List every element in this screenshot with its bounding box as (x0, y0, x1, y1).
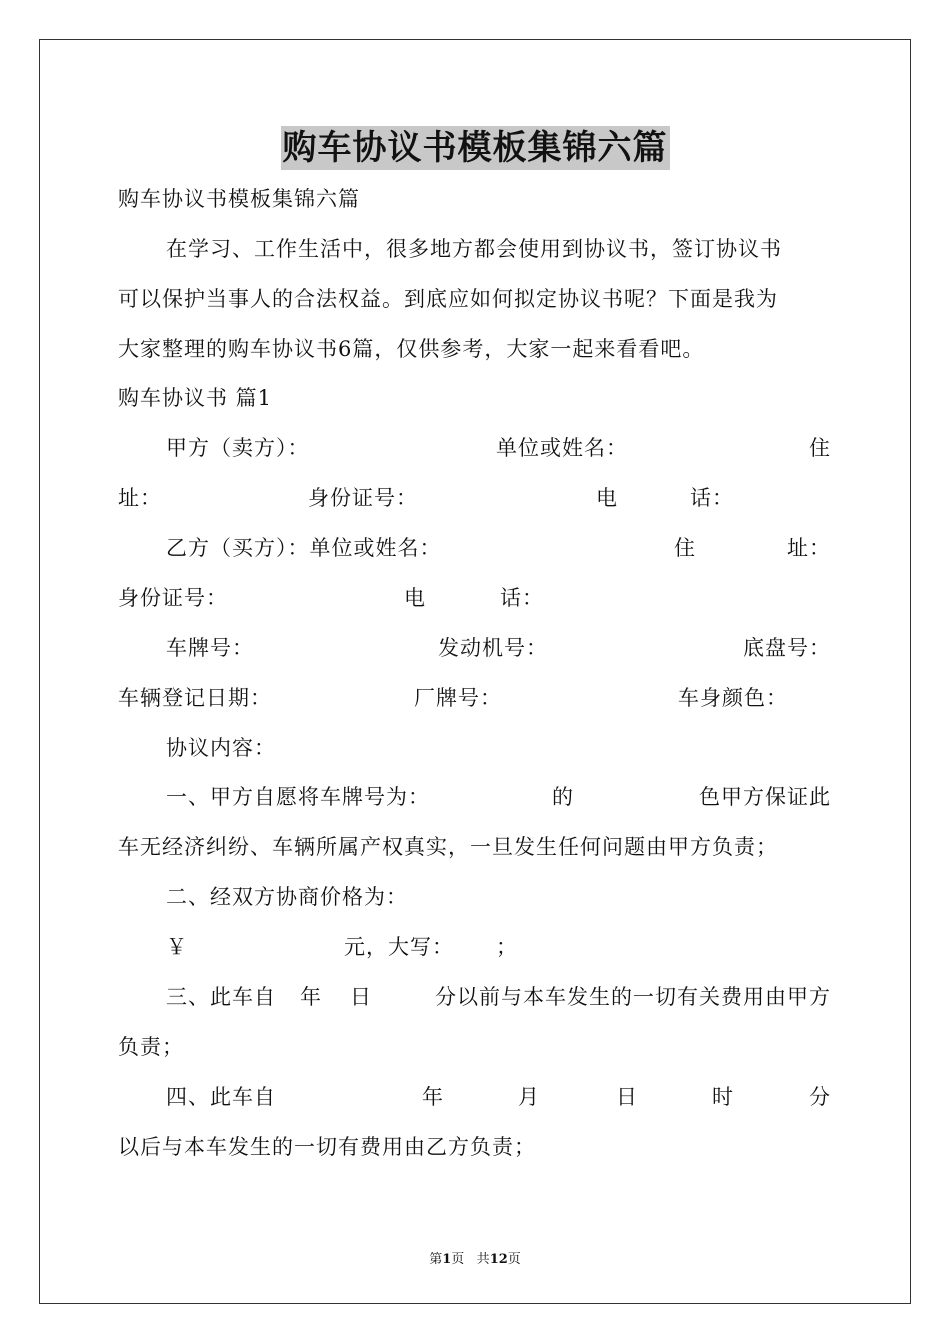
party-a-name-label: 单位或姓名： (496, 436, 628, 460)
party-b-address-a: 住 (674, 536, 696, 560)
party-a-address-start: 住 (809, 436, 831, 460)
vehicle-chassis-label: 底盘号： (743, 636, 831, 660)
page-prefix: 第 (429, 1252, 443, 1267)
party-a-label: 甲方（卖方）： (166, 436, 310, 460)
clause-4-year: 年 (422, 1085, 444, 1109)
vehicle-color-label: 车身颜色： (678, 686, 788, 710)
party-b-id-label: 身份证号： (118, 586, 228, 610)
clause-4-day: 日 (616, 1085, 638, 1109)
total-pages: 12 (489, 1252, 508, 1267)
clause-1-part-a: 一、甲方自愿将车牌号为： (166, 785, 430, 809)
yen-sign: ￥ (166, 935, 188, 959)
document-subtitle: 购车协议书模板集锦六篇 (118, 187, 360, 211)
clause-4-hour: 时 (712, 1085, 734, 1109)
page-number: 1 (442, 1252, 452, 1267)
clause-2-semicolon: ； (496, 935, 518, 959)
page-border (39, 39, 911, 1304)
party-b-phone-a: 电 (404, 586, 426, 610)
party-a-address-end: 址： (118, 486, 162, 510)
page-footer (0, 1248, 950, 1267)
vehicle-engine-label: 发动机号： (438, 636, 548, 660)
document-title: 购车协议书模板集锦六篇 (282, 128, 668, 168)
clause-4-part-a: 四、此车自 (166, 1085, 276, 1109)
clause-3-part-c: 日 (350, 985, 372, 1009)
clause-4-line-2: 以后与本车发生的一切有费用由乙方负责； (118, 1135, 536, 1159)
intro-line-1: 在学习、工作生活中，很多地方都会使用到协议书，签订协议书 (166, 237, 782, 261)
clause-4-month: 月 (518, 1085, 540, 1109)
section-heading: 购车协议书 篇1 (118, 386, 273, 410)
party-a-phone-a: 电 (596, 486, 618, 510)
clause-3-line-2: 负责； (118, 1035, 184, 1059)
vehicle-brand-label: 厂牌号： (414, 686, 502, 710)
clause-1-part-b: 的 (552, 785, 574, 809)
page-suffix: 页 (451, 1252, 465, 1267)
party-b-label: 乙方（买方）：单位或姓名： (166, 536, 442, 560)
total-suffix: 页 (507, 1252, 521, 1267)
intro-line-2: 可以保护当事人的合法权益。到底应如何拟定协议书呢？下面是我为 (118, 287, 778, 311)
party-a-id-label: 身份证号： (308, 486, 418, 510)
vehicle-plate-label: 车牌号： (166, 636, 254, 660)
content-label: 协议内容： (166, 736, 276, 760)
clause-3-part-d: 分以前与本车发生的一切有关费用由甲方 (435, 985, 831, 1009)
clause-2-yuan-label: 元，大写： (344, 935, 454, 959)
clause-1-line-2: 车无经济纠纷、车辆所属产权真实，一旦发生任何问题由甲方负责； (118, 835, 778, 859)
clause-3-part-a: 三、此车自 (166, 985, 276, 1009)
party-b-phone-b: 话： (500, 586, 544, 610)
clause-3-part-b: 年 (300, 985, 322, 1009)
vehicle-reg-date-label: 车辆登记日期： (118, 686, 272, 710)
party-a-phone-b: 话： (690, 486, 734, 510)
party-b-address-b: 址： (787, 536, 831, 560)
clause-1-part-c: 色甲方保证此 (699, 785, 831, 809)
intro-line-3: 大家整理的购车协议书6篇，仅供参考，大家一起来看看吧。 (118, 337, 705, 361)
title-container (0, 126, 950, 170)
total-prefix: 共 (476, 1252, 490, 1267)
clause-4-minute: 分 (809, 1085, 831, 1109)
clause-2-line: 二、经双方协商价格为： (166, 885, 408, 909)
